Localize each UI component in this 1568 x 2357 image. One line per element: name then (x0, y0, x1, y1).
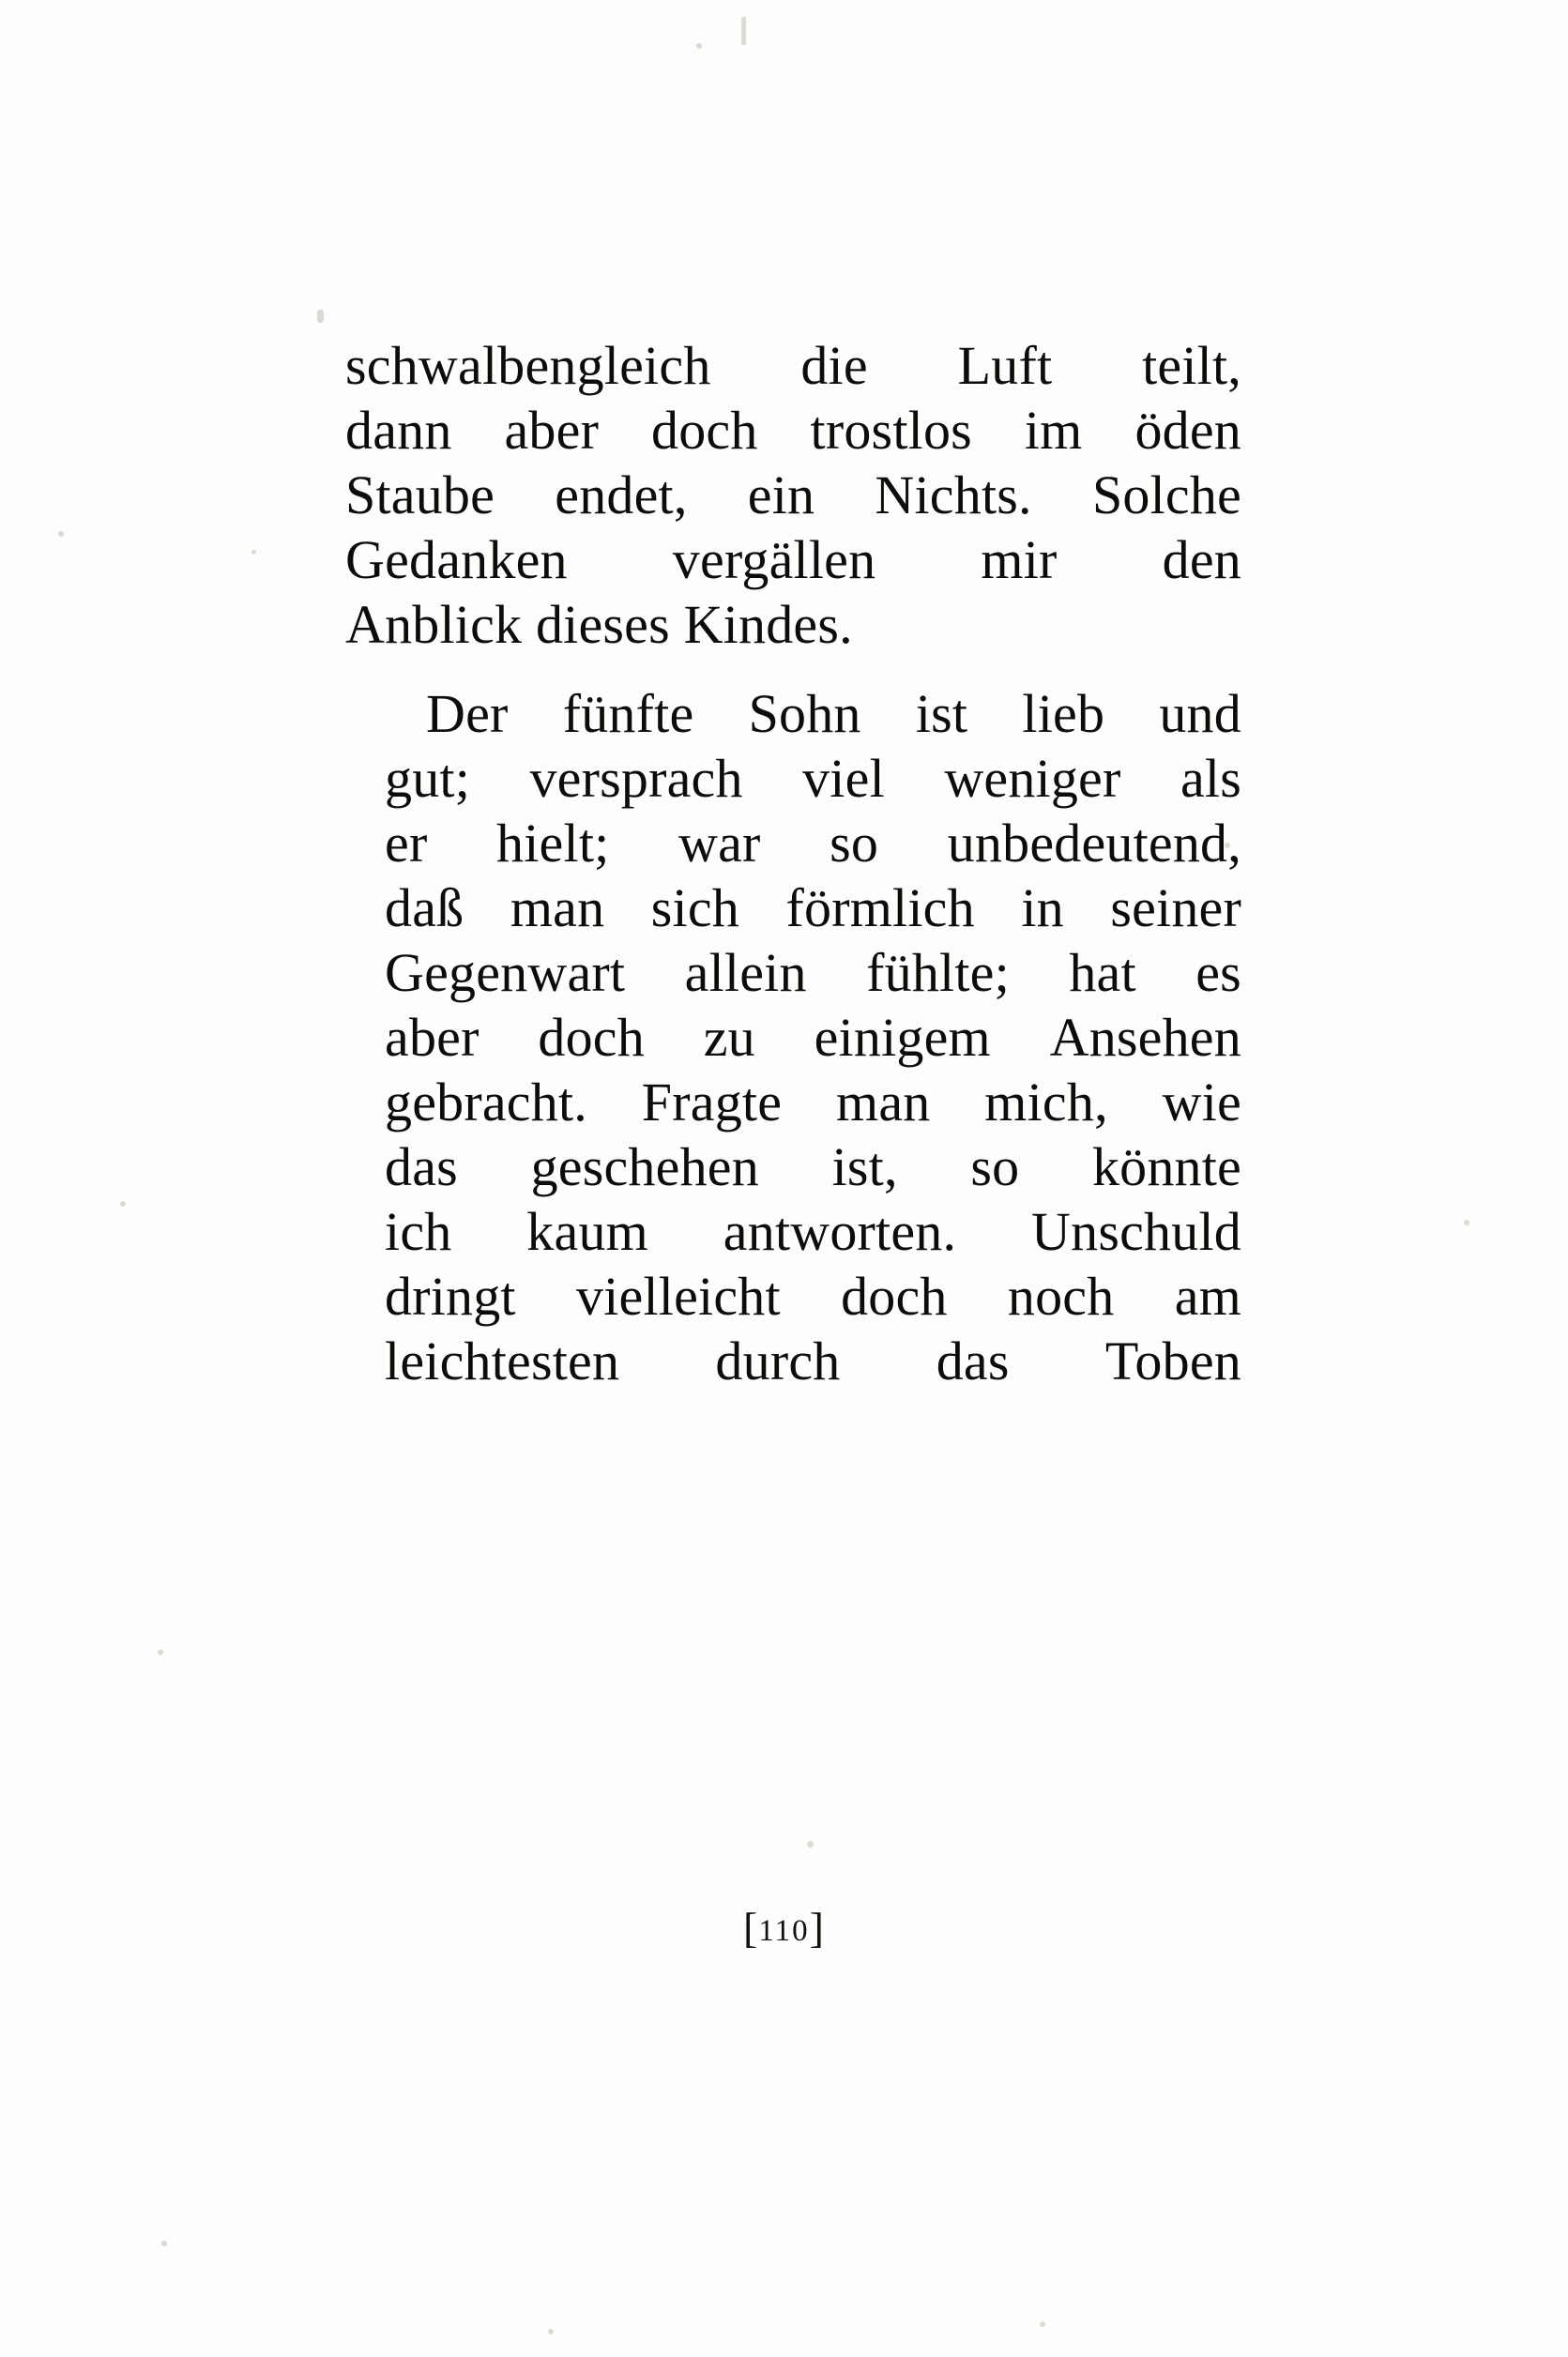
text-word: zu (703, 1007, 755, 1069)
text-word: weniger (944, 748, 1121, 810)
text-word: man (836, 1072, 931, 1133)
text-word: allein (684, 942, 807, 1004)
page-body-text (345, 333, 1241, 1393)
text-word: das (936, 1331, 1010, 1392)
text-word: lieb (1022, 683, 1105, 745)
text-word: doch (841, 1266, 948, 1328)
text-line (345, 1005, 1241, 1070)
text-word: aber (504, 400, 600, 462)
paper-speck (317, 310, 324, 323)
text-word: ein (747, 464, 815, 526)
text-line (345, 527, 1241, 592)
text-word: war (678, 813, 761, 874)
text-word: seiner (1110, 877, 1241, 939)
text-line (345, 1070, 1241, 1134)
text-word: einigem (814, 1007, 991, 1069)
paper-speck (1464, 1220, 1469, 1225)
text-word: noch (1007, 1266, 1115, 1328)
text-word: könnte (1091, 1136, 1241, 1198)
text-word: hielt; (496, 813, 610, 874)
text-word: das (385, 1136, 458, 1198)
text-word: in (1021, 877, 1064, 939)
text-word: Fragte (641, 1072, 783, 1133)
paper-speck (251, 550, 256, 555)
text-word: sich (650, 877, 740, 939)
page-number (0, 1903, 1568, 1953)
text-word: dringt (385, 1266, 516, 1328)
paragraph-continued (345, 333, 1241, 657)
text-word: gut; (385, 748, 471, 810)
paper-speck (696, 43, 702, 49)
text-word: trostlos (810, 400, 972, 462)
text-word: leichtesten (385, 1331, 620, 1392)
text-line (345, 398, 1241, 463)
text-line (345, 333, 1241, 398)
text-line (345, 1264, 1241, 1329)
text-word: schwalbengleich (345, 335, 711, 396)
text-line (345, 1134, 1241, 1199)
text-line (345, 1329, 1241, 1393)
text-word: er (385, 813, 428, 874)
text-word: öden (1134, 400, 1241, 462)
paper-speck (158, 1650, 163, 1655)
text-word: vielleicht (576, 1266, 781, 1328)
text-line (345, 594, 853, 655)
text-word: aber (385, 1007, 480, 1069)
text-line (345, 1199, 1241, 1264)
text-word: unbedeutend, (947, 813, 1241, 874)
text-word: mir (981, 529, 1058, 591)
text-word: es (1195, 942, 1241, 1004)
text-word: man (510, 877, 605, 939)
text-word: Der (426, 683, 509, 745)
paragraph-fifth-son (345, 681, 1241, 1393)
text-word: viel (802, 748, 885, 810)
paper-speck (1040, 2321, 1045, 2327)
text-word: Unschuld (1031, 1201, 1241, 1263)
text-word: im (1024, 400, 1083, 462)
text-line (345, 681, 1241, 746)
text-word: mich, (984, 1072, 1108, 1133)
text-word: Staube (345, 464, 495, 526)
text-line-content: Anblick dieses Kindes. (345, 594, 853, 656)
paper-speck (548, 2329, 554, 2334)
text-word: als (1180, 748, 1241, 810)
text-word: dann (345, 400, 452, 462)
text-word: Nichts. (875, 464, 1032, 526)
text-word: teilt, (1142, 335, 1241, 396)
text-word: ist, (831, 1136, 898, 1198)
text-word: fühlte; (866, 942, 1010, 1004)
text-line (345, 746, 1241, 811)
text-line (345, 940, 1241, 1005)
folio-number: 110 (758, 1914, 810, 1948)
text-word: versprach (529, 748, 743, 810)
text-word: Solche (1091, 464, 1241, 526)
text-word: Luft (957, 335, 1053, 396)
text-line (345, 875, 1241, 940)
text-word: fünfte (562, 683, 694, 745)
text-word: Toben (1104, 1331, 1241, 1392)
text-word: und (1159, 683, 1241, 745)
paper-speck (741, 17, 746, 45)
text-word: geschehen (530, 1136, 759, 1198)
text-line (345, 811, 1241, 875)
text-word: so (970, 1136, 1020, 1198)
text-word: Gedanken (345, 529, 568, 591)
text-word: Gegenwart (385, 942, 626, 1004)
text-word: endet, (555, 464, 688, 526)
text-word: vergällen (672, 529, 876, 591)
text-word: antworten. (723, 1201, 957, 1263)
text-word: Ansehen (1049, 1007, 1241, 1069)
paper-speck (161, 2241, 167, 2246)
text-word: kaum (526, 1201, 648, 1263)
paper-speck (58, 531, 64, 537)
text-word: am (1174, 1266, 1241, 1328)
text-word: doch (651, 400, 758, 462)
text-word: ich (385, 1201, 452, 1263)
text-word: Sohn (748, 683, 861, 745)
text-line (345, 463, 1241, 527)
text-word: so (830, 813, 879, 874)
paper-speck (120, 1201, 126, 1207)
text-word: doch (538, 1007, 645, 1069)
text-word: den (1162, 529, 1241, 591)
text-word: förmlich (785, 877, 975, 939)
text-word: gebracht. (385, 1072, 587, 1133)
text-word: daß (385, 877, 464, 939)
text-word: durch (715, 1331, 841, 1392)
text-word: ist (915, 683, 968, 745)
paper-speck (807, 1841, 814, 1848)
folio-bracket-right: ] (809, 1904, 825, 1952)
text-word: hat (1069, 942, 1136, 1004)
text-word: die (800, 335, 868, 396)
text-word: wie (1162, 1072, 1241, 1133)
folio-bracket-left: [ (743, 1904, 759, 1952)
